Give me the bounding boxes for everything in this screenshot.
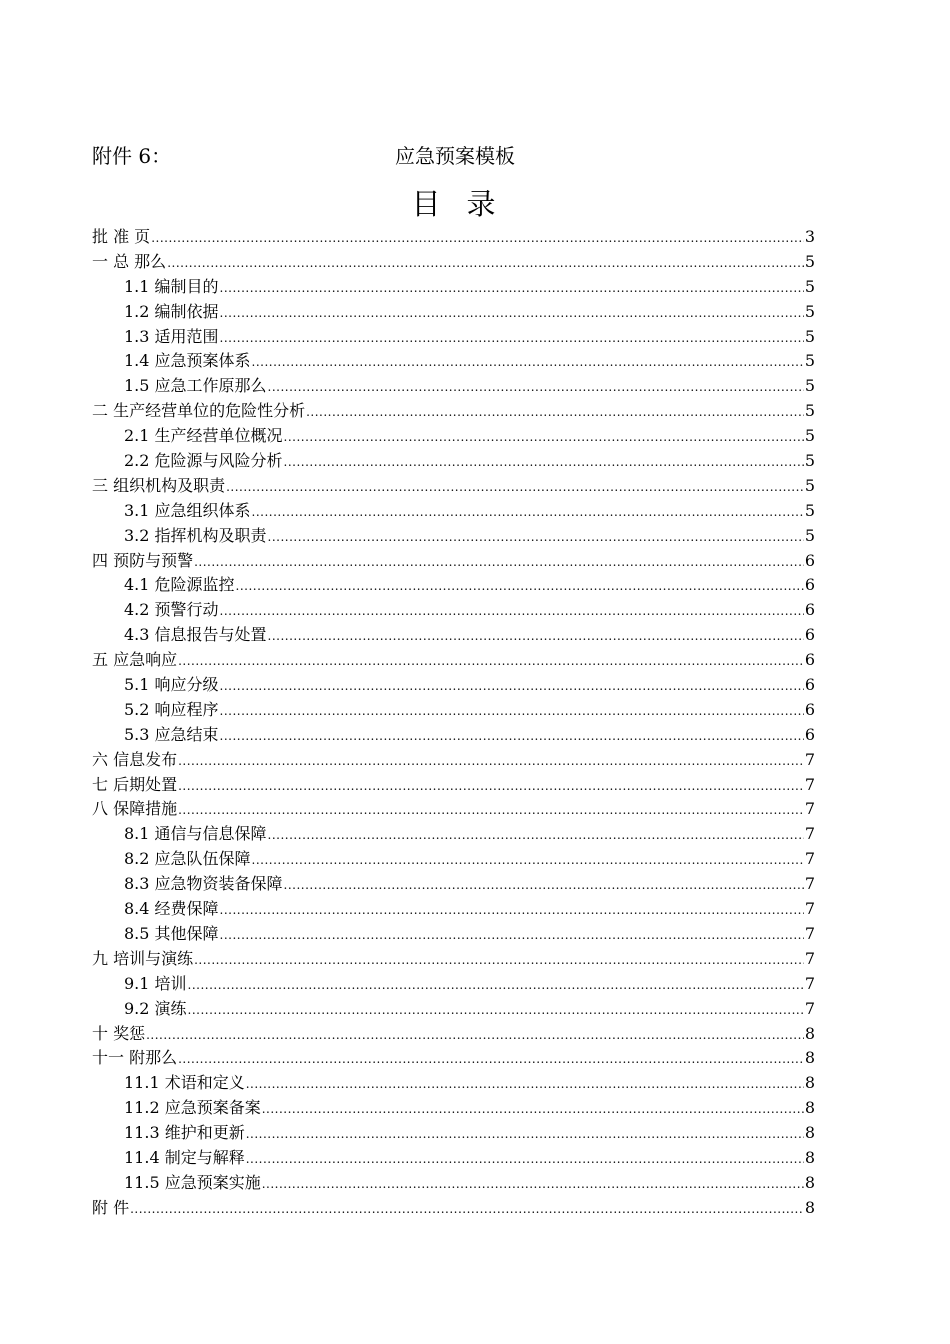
dot-leader bbox=[246, 1146, 804, 1172]
toc-entry-label: 4.1 危险源监控 bbox=[124, 575, 235, 595]
dot-leader bbox=[220, 598, 804, 624]
toc-entry-page-number: 5 bbox=[804, 276, 815, 296]
toc-entry-page-number: 5 bbox=[804, 475, 815, 495]
toc-entry-label: 四 预防与预警 bbox=[92, 550, 194, 570]
toc-entry[interactable] bbox=[92, 449, 815, 474]
toc-entry-label: 2.2 危险源与风险分析 bbox=[124, 451, 283, 471]
dot-leader bbox=[220, 922, 804, 948]
toc-entry[interactable] bbox=[92, 225, 815, 250]
toc-entry-page-number: 7 bbox=[804, 998, 815, 1018]
dot-leader bbox=[252, 349, 804, 375]
toc-entry[interactable] bbox=[92, 648, 815, 673]
toc-entry[interactable] bbox=[92, 698, 815, 723]
dot-leader bbox=[252, 847, 804, 873]
toc-entry-label: 1.3 适用范围 bbox=[124, 326, 219, 346]
toc-entry-label: 8.3 应急物资装备保障 bbox=[124, 874, 283, 894]
toc-entry-page-number: 8 bbox=[804, 1147, 815, 1167]
toc-entry[interactable] bbox=[92, 1071, 815, 1096]
toc-entry[interactable] bbox=[92, 499, 815, 524]
toc-entry-label: 1.5 应急工作原那么 bbox=[124, 376, 267, 396]
toc-entry-page-number: 6 bbox=[804, 699, 815, 719]
toc-entry[interactable] bbox=[92, 474, 815, 499]
toc-entry-page-number: 5 bbox=[804, 351, 815, 371]
toc-entry-label: 八 保障措施 bbox=[92, 799, 178, 819]
dot-leader bbox=[220, 897, 804, 923]
toc-entry-label: 8.4 经费保障 bbox=[124, 899, 219, 919]
toc-entry[interactable] bbox=[92, 549, 815, 574]
toc-entry-label: 9.1 培训 bbox=[124, 973, 187, 993]
dot-leader bbox=[130, 1196, 804, 1222]
dot-leader bbox=[194, 947, 804, 973]
toc-entry-page-number: 5 bbox=[804, 301, 815, 321]
toc-entry-label: 1.1 编制目的 bbox=[124, 276, 219, 296]
dot-leader bbox=[268, 822, 804, 848]
toc-entry[interactable] bbox=[92, 424, 815, 449]
toc-entry[interactable] bbox=[92, 1171, 815, 1196]
toc-entry[interactable] bbox=[92, 399, 815, 424]
toc-entry[interactable] bbox=[92, 623, 815, 648]
toc-entry-page-number: 7 bbox=[804, 923, 815, 943]
toc-entry-page-number: 6 bbox=[804, 625, 815, 645]
toc-entry[interactable] bbox=[92, 797, 815, 822]
toc-entry[interactable] bbox=[92, 773, 815, 798]
dot-leader bbox=[268, 374, 804, 400]
toc-entry-label: 十 奖惩 bbox=[92, 1023, 146, 1043]
toc-entry-label: 一 总 那么 bbox=[92, 251, 167, 271]
dot-leader bbox=[188, 997, 804, 1023]
toc-entry[interactable] bbox=[92, 325, 815, 350]
dot-leader bbox=[284, 449, 804, 475]
dot-leader bbox=[178, 648, 804, 674]
toc-entry-page-number: 5 bbox=[804, 401, 815, 421]
dot-leader bbox=[262, 1096, 804, 1122]
toc-entry-label: 批 准 页 bbox=[92, 227, 151, 246]
toc-entry-label: 5.1 响应分级 bbox=[124, 675, 219, 695]
toc-entry-label: 8.1 通信与信息保障 bbox=[124, 824, 267, 844]
toc-entry[interactable] bbox=[92, 997, 815, 1022]
toc-heading: 目录 bbox=[411, 187, 522, 221]
toc-entry[interactable] bbox=[92, 300, 815, 325]
dot-leader bbox=[246, 1071, 804, 1097]
dot-leader bbox=[236, 573, 804, 599]
toc-entry[interactable] bbox=[92, 1096, 815, 1121]
toc-entry-label: 五 应急响应 bbox=[92, 650, 178, 670]
dot-leader bbox=[226, 474, 804, 500]
toc-entry-label: 2.1 生产经营单位概况 bbox=[124, 426, 283, 446]
toc-entry[interactable] bbox=[92, 922, 815, 947]
toc-entry-page-number: 8 bbox=[804, 1073, 815, 1093]
toc-entry[interactable] bbox=[92, 250, 815, 275]
toc-entry-page-number: 7 bbox=[804, 774, 815, 794]
toc-entry-page-number: 7 bbox=[804, 799, 815, 819]
toc-entry-label: 11.1 术语和定义 bbox=[124, 1073, 245, 1093]
toc-entry-label: 二 生产经营单位的危险性分析 bbox=[92, 401, 306, 421]
dot-leader bbox=[220, 325, 804, 351]
toc-entry[interactable] bbox=[92, 573, 815, 598]
toc-entry-page-number: 7 bbox=[804, 948, 815, 968]
toc-entry-page-number: 8 bbox=[804, 1098, 815, 1118]
toc-entry-page-number: 8 bbox=[804, 1123, 815, 1143]
toc-entry-page-number: 5 bbox=[804, 426, 815, 446]
toc-entry-label: 5.3 应急结束 bbox=[124, 724, 219, 744]
dot-leader bbox=[151, 225, 804, 251]
toc-entry[interactable] bbox=[92, 349, 815, 374]
toc-entry[interactable] bbox=[92, 847, 815, 872]
toc-entry-page-number: 6 bbox=[804, 724, 815, 744]
toc-entry-page-number: 5 bbox=[804, 251, 815, 271]
dot-leader bbox=[178, 748, 804, 774]
toc-entry-page-number: 5 bbox=[804, 376, 815, 396]
toc-entry-label: 3.2 指挥机构及职责 bbox=[124, 525, 267, 545]
toc-entry-page-number: 8 bbox=[804, 1023, 815, 1043]
toc-entry[interactable] bbox=[92, 374, 815, 399]
toc-entry[interactable] bbox=[92, 1046, 815, 1071]
dot-leader bbox=[167, 250, 804, 276]
toc-entry-label: 9.2 演练 bbox=[124, 998, 187, 1018]
document-title: 应急预案模板 bbox=[395, 144, 515, 168]
toc-entry-label: 8.5 其他保障 bbox=[124, 923, 219, 943]
toc-entry[interactable] bbox=[92, 524, 815, 549]
toc-entry[interactable] bbox=[92, 723, 815, 748]
toc-entry[interactable] bbox=[92, 275, 815, 300]
toc-entry-page-number: 7 bbox=[804, 849, 815, 869]
toc-entry-page-number: 7 bbox=[804, 824, 815, 844]
toc-entry-page-number: 6 bbox=[804, 600, 815, 620]
toc-entry-page-number: 7 bbox=[804, 899, 815, 919]
dot-leader bbox=[284, 424, 804, 450]
toc-entry-page-number: 7 bbox=[804, 874, 815, 894]
toc-entry-label: 七 后期处置 bbox=[92, 774, 178, 794]
dot-leader bbox=[220, 275, 804, 301]
toc-entry-label: 附 件 bbox=[92, 1197, 130, 1217]
toc-entry[interactable] bbox=[92, 1146, 815, 1171]
dot-leader bbox=[188, 972, 804, 998]
toc-entry-label: 11.4 制定与解释 bbox=[124, 1147, 245, 1167]
toc-entry-page-number: 5 bbox=[804, 525, 815, 545]
dot-leader bbox=[220, 673, 804, 699]
toc-entry-page-number: 6 bbox=[804, 575, 815, 595]
toc-entry-label: 11.2 应急预案备案 bbox=[124, 1098, 261, 1118]
toc-entry-label: 11.3 维护和更新 bbox=[124, 1123, 245, 1143]
toc-entry-label: 1.4 应急预案体系 bbox=[124, 351, 251, 371]
toc-entry[interactable] bbox=[92, 822, 815, 847]
toc-entry-page-number: 8 bbox=[804, 1197, 815, 1217]
dot-leader bbox=[220, 723, 804, 749]
toc-entry[interactable] bbox=[92, 972, 815, 997]
dot-leader bbox=[220, 300, 804, 326]
toc-entry-label: 4.2 预警行动 bbox=[124, 600, 219, 620]
toc-entry[interactable] bbox=[92, 598, 815, 623]
toc-entry-label: 4.3 信息报告与处置 bbox=[124, 625, 267, 645]
toc-entry-page-number: 6 bbox=[804, 675, 815, 695]
table-of-contents bbox=[92, 225, 815, 1221]
dot-leader bbox=[262, 1171, 804, 1197]
toc-entry-label: 11.5 应急预案实施 bbox=[124, 1172, 261, 1192]
toc-entry-page-number: 3 bbox=[804, 227, 815, 246]
toc-entry-page-number: 7 bbox=[804, 973, 815, 993]
dot-leader bbox=[268, 524, 804, 550]
toc-entry[interactable] bbox=[92, 1022, 815, 1047]
toc-entry-label: 九 培训与演练 bbox=[92, 948, 194, 968]
dot-leader bbox=[178, 773, 804, 799]
toc-entry[interactable] bbox=[92, 872, 815, 897]
dot-leader bbox=[252, 499, 804, 525]
toc-entry[interactable] bbox=[92, 1121, 815, 1146]
toc-entry[interactable] bbox=[92, 673, 815, 698]
toc-entry[interactable] bbox=[92, 897, 815, 922]
toc-entry-page-number: 8 bbox=[804, 1048, 815, 1068]
toc-entry-page-number: 5 bbox=[804, 326, 815, 346]
toc-entry-page-number: 6 bbox=[804, 550, 815, 570]
dot-leader bbox=[246, 1121, 804, 1147]
toc-entry-label: 1.2 编制依据 bbox=[124, 301, 219, 321]
dot-leader bbox=[194, 549, 804, 575]
toc-entry[interactable] bbox=[92, 1196, 815, 1221]
toc-entry-label: 8.2 应急队伍保障 bbox=[124, 849, 251, 869]
toc-entry-label: 十一 附那么 bbox=[92, 1048, 178, 1068]
toc-entry-label: 六 信息发布 bbox=[92, 749, 178, 769]
toc-entry[interactable] bbox=[92, 947, 815, 972]
dot-leader bbox=[146, 1022, 804, 1048]
toc-entry-page-number: 8 bbox=[804, 1172, 815, 1192]
dot-leader bbox=[178, 797, 804, 823]
dot-leader bbox=[268, 623, 804, 649]
toc-entry[interactable] bbox=[92, 748, 815, 773]
attachment-label: 附件 6： bbox=[92, 144, 172, 168]
toc-entry-page-number: 5 bbox=[804, 451, 815, 471]
toc-entry-page-number: 5 bbox=[804, 500, 815, 520]
document-header bbox=[92, 140, 815, 168]
dot-leader bbox=[178, 1046, 804, 1072]
toc-entry-label: 5.2 响应程序 bbox=[124, 699, 219, 719]
dot-leader bbox=[306, 399, 804, 425]
dot-leader bbox=[284, 872, 804, 898]
dot-leader bbox=[220, 698, 804, 724]
toc-entry-page-number: 7 bbox=[804, 749, 815, 769]
toc-entry-label: 三 组织机构及职责 bbox=[92, 475, 226, 495]
toc-entry-page-number: 6 bbox=[804, 650, 815, 670]
toc-entry-label: 3.1 应急组织体系 bbox=[124, 500, 251, 520]
